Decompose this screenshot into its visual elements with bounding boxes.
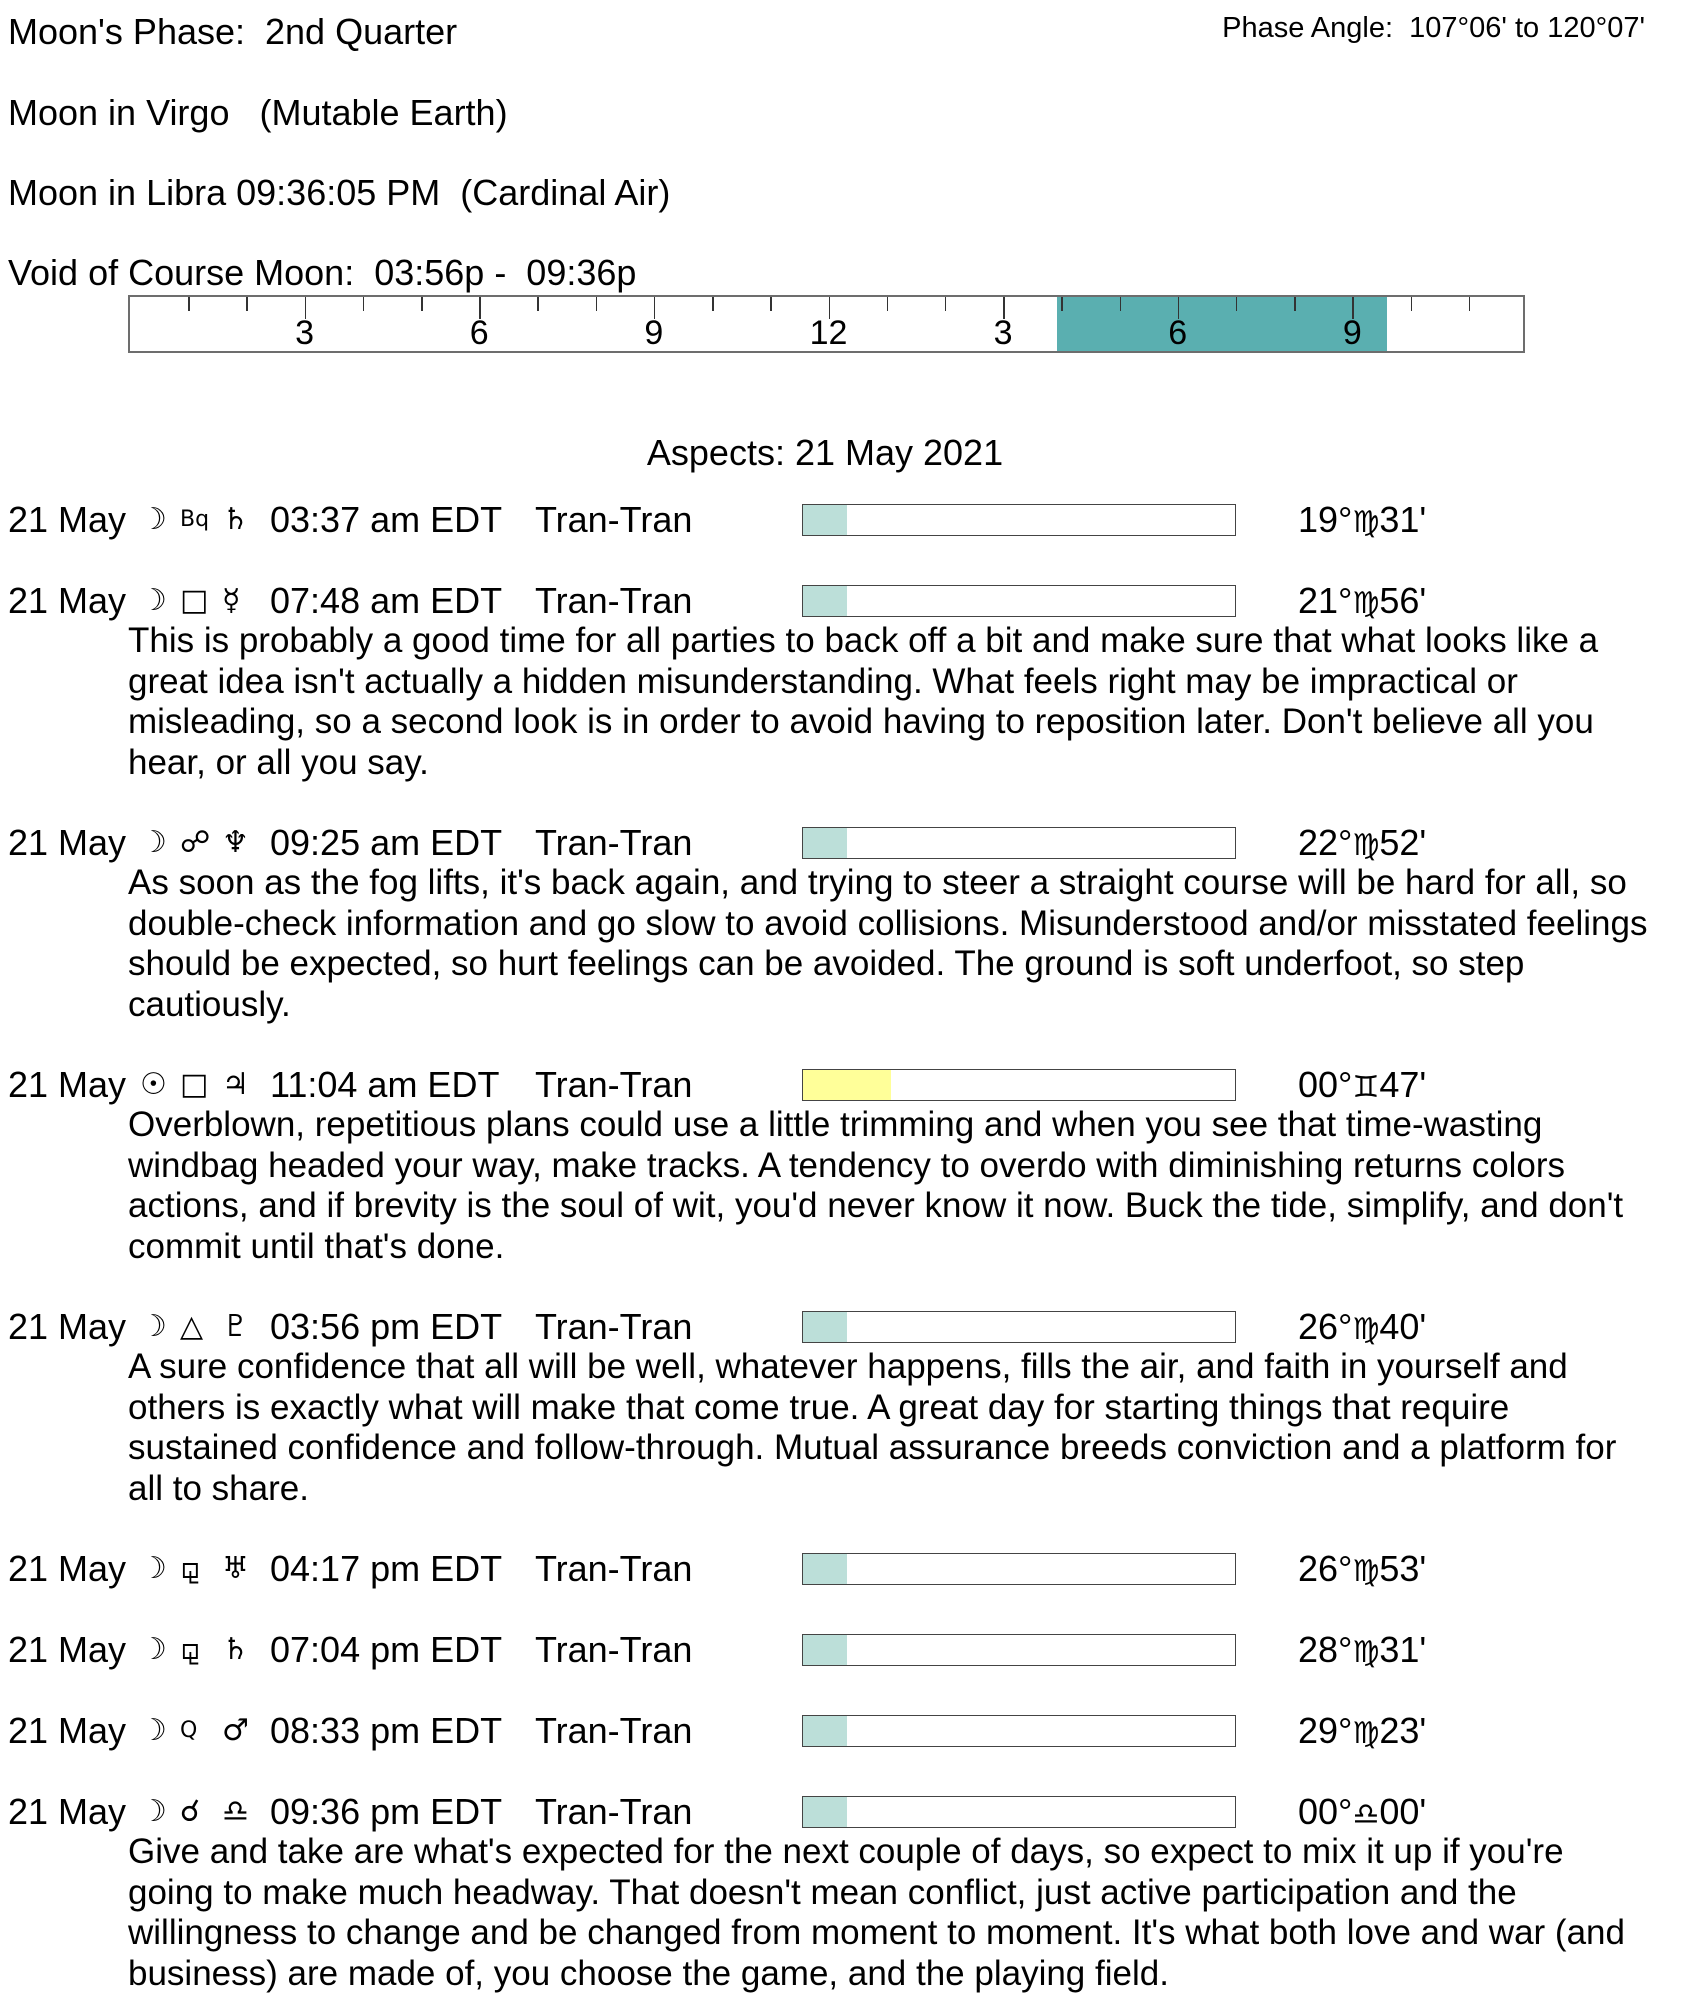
- aspect-glyph-icon: ⚼: [180, 1551, 201, 1586]
- aspect-row: [0, 1549, 1690, 1593]
- aspect-strength-bar: [802, 1715, 1236, 1747]
- zodiac-sign-icon: ♍: [1352, 1716, 1380, 1751]
- aspect-date: 21 May: [8, 1306, 127, 1347]
- aspect-time: 03:56 pm EDT: [270, 1306, 503, 1347]
- aspect-date: 21 May: [8, 1064, 127, 1105]
- planet1-glyph-icon: ☽: [140, 1551, 167, 1586]
- planet2-glyph-icon: ☿: [222, 583, 241, 618]
- timeline-hour-label: 9: [1342, 314, 1362, 352]
- aspect-kind: Tran-Tran: [535, 1791, 693, 1832]
- aspect-strength-bar: [802, 585, 1236, 617]
- aspect-description: A sure confidence that all will be well, whatever happens, fills the air, and faith in yourself and others is exactly what will make that come true. A great day for starting things that require sustained confidence and follow-through. Mutual assurance breeds conviction and a platform for all to share.: [128, 1347, 1617, 1508]
- aspect-date: 21 May: [8, 822, 127, 863]
- aspect-time: 07:04 pm EDT: [270, 1629, 503, 1670]
- aspect-position: 21°♍56': [1298, 580, 1427, 621]
- timeline-tick: [1236, 297, 1238, 311]
- aspect-description: Overblown, repetitious plans could use a little trimming and when you see that time-wasting windbag headed your way, make tracks. A tendency to overdo with diminishing returns colors actions, and if brevity is the soul of wit, you'd never know it now. Buck the tide, simplify, and don't commit until that's done.: [128, 1105, 1624, 1266]
- aspect-glyph-icon: Bq: [180, 507, 210, 532]
- aspect-position: 00°♊47': [1298, 1064, 1427, 1105]
- aspect-kind: Tran-Tran: [535, 822, 693, 863]
- aspect-date: 21 May: [8, 1629, 127, 1670]
- aspect-position: 00°♎00': [1298, 1791, 1427, 1832]
- aspect-kind: Tran-Tran: [535, 1064, 693, 1105]
- aspect-kind: Tran-Tran: [535, 1710, 693, 1751]
- timeline-tick: [537, 297, 539, 311]
- aspect-date: 21 May: [8, 499, 127, 540]
- aspect-strength-fill: [803, 1797, 847, 1827]
- aspect-strength-fill: [803, 505, 847, 535]
- moon-phase: Moon's Phase: 2nd Quarter: [8, 11, 458, 52]
- aspect-glyph-icon: □: [180, 583, 209, 618]
- timeline-tick: [770, 297, 772, 311]
- aspect-kind: Tran-Tran: [535, 580, 693, 621]
- aspect-kind: Tran-Tran: [535, 1629, 693, 1670]
- aspect-time: 11:04 am EDT: [270, 1064, 500, 1105]
- planet2-glyph-icon: ♃: [222, 1067, 249, 1102]
- zodiac-sign-icon: ♍: [1352, 1554, 1380, 1589]
- aspect-description: As soon as the fog lifts, it's back again, and trying to steer a straight course will be hard for all, so double-check information and go slow to avoid collisions. Misunderstood and/or misstated feelings should be expected, so hurt feelings can be avoided. The ground is soft underfoot, so step cautiously.: [128, 863, 1648, 1024]
- aspect-kind: Tran-Tran: [535, 1306, 693, 1347]
- void-of-course-timeline: [128, 295, 1525, 353]
- aspect-strength-fill: [803, 1070, 891, 1100]
- timeline-tick: [188, 297, 190, 311]
- aspect-strength-bar: [802, 504, 1236, 536]
- aspect-description: This is probably a good time for all parties to back off a bit and make sure that what looks like a great idea isn't actually a hidden misunderstanding. What feels right may be impractical or misleading, so a second look is in order to avoid having to reposition later. Don't believe all you hear, or all you say.: [128, 621, 1599, 782]
- timeline-hour-label: 3: [993, 314, 1013, 352]
- timeline-tick: [712, 297, 714, 311]
- timeline-tick: [1120, 297, 1122, 311]
- timeline-hour-label: 6: [1168, 314, 1188, 352]
- zodiac-sign-icon: ♍: [1352, 1312, 1380, 1347]
- aspect-glyph-icon: □: [180, 1067, 209, 1102]
- timeline-hour-label: 12: [809, 314, 848, 352]
- planet1-glyph-icon: ☽: [140, 1713, 167, 1748]
- aspect-position: 22°♍52': [1298, 822, 1427, 863]
- planet1-glyph-icon: ☽: [140, 1794, 167, 1829]
- aspect-time: 09:36 pm EDT: [270, 1791, 503, 1832]
- aspect-strength-fill: [803, 1635, 847, 1665]
- aspect-strength-bar: [802, 827, 1236, 859]
- aspect-position: 26°♍40': [1298, 1306, 1427, 1347]
- planet2-glyph-icon: ♂: [222, 1713, 249, 1748]
- aspect-strength-fill: [803, 1716, 847, 1746]
- aspect-strength-fill: [803, 828, 847, 858]
- aspect-strength-bar: [802, 1311, 1236, 1343]
- aspect-glyph-icon: ⚼: [180, 1632, 201, 1667]
- aspect-glyph-icon: ☍: [180, 825, 211, 860]
- aspect-strength-fill: [803, 1554, 847, 1584]
- aspect-strength-bar: [802, 1634, 1236, 1666]
- aspect-strength-bar: [802, 1553, 1236, 1585]
- aspect-kind: Tran-Tran: [535, 1548, 693, 1589]
- aspect-strength-bar: [802, 1069, 1236, 1101]
- aspect-time: 09:25 am EDT: [270, 822, 503, 863]
- aspect-row: [0, 1065, 1690, 1109]
- aspect-date: 21 May: [8, 1791, 127, 1832]
- aspect-position: 26°♍53': [1298, 1548, 1427, 1589]
- aspect-strength-bar: [802, 1796, 1236, 1828]
- aspect-description: Give and take are what's expected for the next couple of days, so expect to mix it up if you're going to make much headway. That doesn't mean conflict, just active participation and the willingness to change and be changed from moment to moment. It's what both love and war (and business) are made of, you choose the game, and the playing field.: [128, 1832, 1625, 1993]
- aspect-row: [0, 1711, 1690, 1755]
- timeline-tick: [1061, 297, 1063, 311]
- zodiac-sign-icon: ♍: [1352, 1635, 1380, 1670]
- planet1-glyph-icon: ☽: [140, 583, 167, 618]
- aspect-glyph-icon: Q: [180, 1718, 198, 1743]
- timeline-tick: [1469, 297, 1471, 311]
- void-of-course-range: [1057, 297, 1387, 351]
- aspect-date: 21 May: [8, 1710, 127, 1751]
- aspect-row: [0, 581, 1690, 625]
- void-of-course: Void of Course Moon: 03:56p - 09:36p: [8, 252, 637, 293]
- aspects-title: Aspects: 21 May 2021: [646, 432, 1004, 473]
- timeline-hour-label: 3: [295, 314, 315, 352]
- moon-sign-virgo: Moon in Virgo (Mutable Earth): [8, 92, 508, 133]
- aspect-position: 28°♍31': [1298, 1629, 1427, 1670]
- timeline-tick: [945, 297, 947, 311]
- aspect-row: [0, 1307, 1690, 1351]
- planet2-glyph-icon: ♄: [222, 502, 249, 537]
- timeline-hour-label: 9: [644, 314, 664, 352]
- timeline-tick: [887, 297, 889, 311]
- timeline-tick: [421, 297, 423, 311]
- moon-sign-libra: Moon in Libra 09:36:05 PM (Cardinal Air): [8, 172, 671, 213]
- aspect-position: 19°♍31': [1298, 499, 1427, 540]
- zodiac-sign-icon: ♊: [1352, 1070, 1380, 1105]
- aspect-date: 21 May: [8, 1548, 127, 1589]
- aspect-time: 08:33 pm EDT: [270, 1710, 503, 1751]
- aspect-strength-fill: [803, 1312, 847, 1342]
- phase-angle: Phase Angle: 107°06' to 120°07': [1222, 12, 1645, 44]
- aspect-date: 21 May: [8, 580, 127, 621]
- planet2-glyph-icon: ♄: [222, 1632, 249, 1667]
- planet1-glyph-icon: ☽: [140, 1309, 167, 1344]
- timeline-hour-label: 6: [469, 314, 489, 352]
- aspect-strength-fill: [803, 586, 847, 616]
- timeline-tick: [246, 297, 248, 311]
- planet1-glyph-icon: ☽: [140, 502, 167, 537]
- planet2-glyph-icon: ♎: [222, 1794, 249, 1829]
- planet1-glyph-icon: ☉: [140, 1067, 167, 1102]
- timeline-tick: [596, 297, 598, 311]
- aspect-time: 07:48 am EDT: [270, 580, 503, 621]
- planet1-glyph-icon: ☽: [140, 1632, 167, 1667]
- aspect-row: [0, 500, 1690, 544]
- planet2-glyph-icon: ♇: [222, 1309, 249, 1344]
- aspect-kind: Tran-Tran: [535, 499, 693, 540]
- aspect-position: 29°♍23': [1298, 1710, 1427, 1751]
- aspect-row: [0, 1792, 1690, 1836]
- aspect-glyph-icon: △: [180, 1309, 204, 1344]
- aspect-time: 04:17 pm EDT: [270, 1548, 503, 1589]
- aspect-row: [0, 1630, 1690, 1674]
- aspect-glyph-icon: ☌: [180, 1794, 201, 1829]
- planet2-glyph-icon: ♅: [222, 1551, 249, 1586]
- timeline-tick: [1411, 297, 1413, 311]
- zodiac-sign-icon: ♍: [1352, 828, 1380, 863]
- zodiac-sign-icon: ♎: [1352, 1797, 1380, 1832]
- timeline-tick: [363, 297, 365, 311]
- planet1-glyph-icon: ☽: [140, 825, 167, 860]
- zodiac-sign-icon: ♍: [1352, 586, 1380, 621]
- aspect-row: [0, 823, 1690, 867]
- timeline-tick: [1294, 297, 1296, 311]
- aspect-time: 03:37 am EDT: [270, 499, 503, 540]
- zodiac-sign-icon: ♍: [1352, 505, 1380, 540]
- planet2-glyph-icon: ♆: [222, 825, 249, 860]
